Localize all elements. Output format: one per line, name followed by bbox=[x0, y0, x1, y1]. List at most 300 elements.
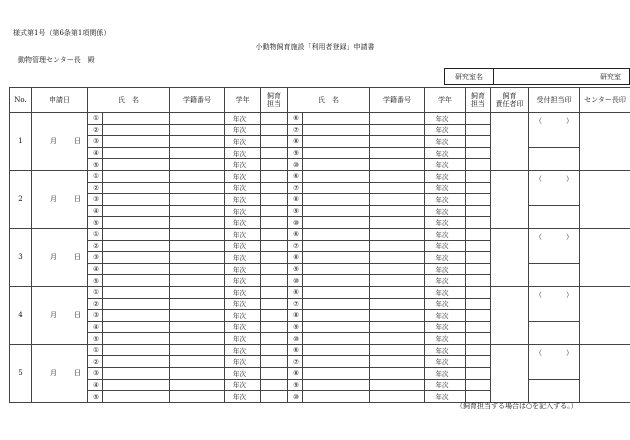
col-name-left: 氏 名 bbox=[88, 88, 170, 113]
member-index: ① bbox=[88, 344, 103, 356]
table-row bbox=[10, 286, 630, 298]
name-field[interactable] bbox=[303, 182, 370, 194]
care-mark-field[interactable] bbox=[261, 240, 288, 252]
name-field[interactable] bbox=[303, 124, 370, 136]
name-field[interactable] bbox=[303, 368, 370, 380]
name-field[interactable] bbox=[303, 333, 370, 345]
student-no-field[interactable] bbox=[170, 286, 225, 298]
application-date-field[interactable] bbox=[32, 113, 88, 171]
student-no-field[interactable] bbox=[370, 136, 425, 148]
student-no-field[interactable] bbox=[370, 252, 425, 264]
year-field[interactable]: 年次 bbox=[225, 310, 261, 322]
student-no-field[interactable] bbox=[370, 344, 425, 356]
member-index: ④ bbox=[88, 321, 103, 333]
student-no-field[interactable] bbox=[370, 217, 425, 229]
year-field[interactable]: 年次 bbox=[425, 298, 466, 310]
name-field[interactable] bbox=[103, 170, 170, 182]
col-student-no-left: 学籍番号 bbox=[170, 88, 225, 113]
student-no-field[interactable] bbox=[170, 310, 225, 322]
care-mark-field[interactable] bbox=[466, 205, 491, 217]
table-row bbox=[10, 205, 630, 217]
col-year-right: 学年 bbox=[425, 88, 466, 113]
name-field[interactable] bbox=[303, 147, 370, 159]
name-field[interactable] bbox=[103, 391, 170, 403]
student-no-field[interactable] bbox=[370, 286, 425, 298]
student-no-field[interactable] bbox=[170, 379, 225, 391]
member-index: ④ bbox=[88, 263, 103, 275]
care-mark-field[interactable] bbox=[466, 228, 491, 240]
year-field[interactable]: 年次 bbox=[425, 263, 466, 275]
col-year-left: 学年 bbox=[225, 88, 261, 113]
year-field[interactable]: 年次 bbox=[425, 240, 466, 252]
member-index: ⑤ bbox=[88, 333, 103, 345]
group-no: 2 bbox=[10, 170, 32, 228]
application-date-field[interactable] bbox=[32, 228, 88, 286]
director-seal-field[interactable] bbox=[580, 228, 630, 286]
year-field[interactable]: 年次 bbox=[225, 263, 261, 275]
name-field[interactable] bbox=[103, 275, 170, 287]
member-index: ⑩ bbox=[288, 333, 303, 345]
name-field[interactable] bbox=[303, 159, 370, 171]
student-no-field[interactable] bbox=[170, 194, 225, 206]
name-field[interactable] bbox=[303, 240, 370, 252]
year-field[interactable]: 年次 bbox=[425, 275, 466, 287]
name-field[interactable] bbox=[303, 252, 370, 264]
year-field[interactable]: 年次 bbox=[225, 298, 261, 310]
paren-open: （ bbox=[535, 174, 542, 183]
year-field[interactable]: 年次 bbox=[225, 252, 261, 264]
student-no-field[interactable] bbox=[370, 124, 425, 136]
name-field[interactable] bbox=[103, 136, 170, 148]
name-field[interactable] bbox=[303, 170, 370, 182]
name-field[interactable] bbox=[103, 321, 170, 333]
student-no-field[interactable] bbox=[170, 263, 225, 275]
name-field[interactable] bbox=[303, 113, 370, 125]
member-index: ④ bbox=[88, 379, 103, 391]
care-mark-field[interactable] bbox=[261, 286, 288, 298]
care-mark-field[interactable] bbox=[261, 298, 288, 310]
member-index: ⑨ bbox=[288, 205, 303, 217]
table-row bbox=[10, 321, 630, 333]
table-row bbox=[10, 113, 630, 125]
care-mark-field[interactable] bbox=[466, 275, 491, 287]
care-mark-field[interactable] bbox=[466, 391, 491, 403]
student-no-field[interactable] bbox=[170, 136, 225, 148]
year-field[interactable]: 年次 bbox=[425, 136, 466, 148]
member-index: ⑨ bbox=[288, 147, 303, 159]
year-field[interactable]: 年次 bbox=[425, 333, 466, 345]
care-mark-field[interactable] bbox=[466, 182, 491, 194]
member-index: ⑧ bbox=[288, 252, 303, 264]
member-index: ④ bbox=[88, 147, 103, 159]
name-field[interactable] bbox=[103, 240, 170, 252]
student-no-field[interactable] bbox=[170, 344, 225, 356]
lab-name-box bbox=[444, 68, 630, 85]
care-mark-field[interactable] bbox=[466, 333, 491, 345]
care-mark-field[interactable] bbox=[466, 124, 491, 136]
group-no: 3 bbox=[10, 228, 32, 286]
member-index: ⑤ bbox=[88, 391, 103, 403]
care-mark-field[interactable] bbox=[466, 321, 491, 333]
care-mark-field[interactable] bbox=[261, 310, 288, 322]
year-field[interactable]: 年次 bbox=[425, 217, 466, 229]
care-mark-field[interactable] bbox=[261, 170, 288, 182]
year-field[interactable]: 年次 bbox=[425, 205, 466, 217]
year-field[interactable]: 年次 bbox=[225, 159, 261, 171]
name-field[interactable] bbox=[303, 217, 370, 229]
care-mark-field[interactable] bbox=[466, 344, 491, 356]
member-index: ⑥ bbox=[288, 286, 303, 298]
student-no-field[interactable] bbox=[170, 170, 225, 182]
year-field[interactable]: 年次 bbox=[425, 124, 466, 136]
name-field[interactable] bbox=[103, 124, 170, 136]
year-field[interactable]: 年次 bbox=[225, 275, 261, 287]
name-field[interactable] bbox=[103, 298, 170, 310]
member-index: ⑤ bbox=[88, 159, 103, 171]
year-field[interactable]: 年次 bbox=[225, 240, 261, 252]
name-field[interactable] bbox=[303, 321, 370, 333]
year-field[interactable]: 年次 bbox=[425, 310, 466, 322]
year-field[interactable]: 年次 bbox=[425, 228, 466, 240]
paren-open: （ bbox=[535, 290, 542, 299]
name-field[interactable] bbox=[103, 205, 170, 217]
name-field[interactable] bbox=[103, 113, 170, 125]
year-field[interactable]: 年次 bbox=[225, 228, 261, 240]
year-field[interactable]: 年次 bbox=[225, 217, 261, 229]
care-mark-field[interactable] bbox=[261, 217, 288, 229]
paren-close: ） bbox=[566, 290, 573, 299]
student-no-field[interactable] bbox=[370, 240, 425, 252]
student-no-field[interactable] bbox=[170, 298, 225, 310]
name-field[interactable] bbox=[303, 286, 370, 298]
name-field[interactable] bbox=[103, 286, 170, 298]
director-seal-field[interactable] bbox=[580, 170, 630, 228]
care-mark-field[interactable] bbox=[261, 275, 288, 287]
care-mark-field[interactable] bbox=[466, 368, 491, 380]
year-field[interactable]: 年次 bbox=[225, 356, 261, 368]
year-field[interactable]: 年次 bbox=[225, 136, 261, 148]
student-no-field[interactable] bbox=[370, 228, 425, 240]
student-no-field[interactable] bbox=[170, 356, 225, 368]
student-no-field[interactable] bbox=[170, 113, 225, 125]
group-no: 4 bbox=[10, 286, 32, 344]
name-field[interactable] bbox=[103, 310, 170, 322]
name-field[interactable] bbox=[303, 344, 370, 356]
care-mark-field[interactable] bbox=[261, 159, 288, 171]
year-field[interactable]: 年次 bbox=[425, 379, 466, 391]
day-label: 日 bbox=[74, 311, 81, 320]
care-mark-field[interactable] bbox=[261, 252, 288, 264]
care-mark-field[interactable] bbox=[261, 321, 288, 333]
year-field[interactable]: 年次 bbox=[225, 113, 261, 125]
responsible-seal-field[interactable] bbox=[491, 113, 529, 171]
student-no-field[interactable] bbox=[170, 368, 225, 380]
care-mark-field[interactable] bbox=[261, 368, 288, 380]
member-index: ① bbox=[88, 228, 103, 240]
care-mark-field[interactable] bbox=[261, 124, 288, 136]
care-mark-field[interactable] bbox=[261, 113, 288, 125]
student-no-field[interactable] bbox=[370, 205, 425, 217]
name-field[interactable] bbox=[103, 147, 170, 159]
year-field[interactable]: 年次 bbox=[425, 252, 466, 264]
year-field[interactable]: 年次 bbox=[425, 368, 466, 380]
care-mark-field[interactable] bbox=[466, 240, 491, 252]
student-no-field[interactable] bbox=[370, 159, 425, 171]
paren-close: ） bbox=[566, 232, 573, 241]
year-field[interactable]: 年次 bbox=[425, 113, 466, 125]
year-field[interactable]: 年次 bbox=[225, 124, 261, 136]
table-row bbox=[10, 147, 630, 159]
care-mark-field[interactable] bbox=[261, 356, 288, 368]
name-field[interactable] bbox=[103, 252, 170, 264]
member-index: ⑥ bbox=[288, 113, 303, 125]
name-field[interactable] bbox=[303, 298, 370, 310]
student-no-field[interactable] bbox=[170, 252, 225, 264]
member-index: ⑩ bbox=[288, 217, 303, 229]
year-field[interactable]: 年次 bbox=[225, 170, 261, 182]
receiver-seal-field[interactable] bbox=[529, 228, 580, 263]
member-index: ⑨ bbox=[288, 263, 303, 275]
year-field[interactable]: 年次 bbox=[225, 321, 261, 333]
member-index: ⑦ bbox=[288, 356, 303, 368]
member-index: ② bbox=[88, 182, 103, 194]
student-no-field[interactable] bbox=[370, 147, 425, 159]
responsible-seal-field[interactable] bbox=[491, 170, 529, 228]
year-field[interactable]: 年次 bbox=[425, 170, 466, 182]
student-no-field[interactable] bbox=[170, 147, 225, 159]
student-no-field[interactable] bbox=[370, 298, 425, 310]
student-no-field[interactable] bbox=[370, 310, 425, 322]
member-index: ⑩ bbox=[288, 275, 303, 287]
student-no-field[interactable] bbox=[370, 368, 425, 380]
member-index: ③ bbox=[88, 194, 103, 206]
care-mark-field[interactable] bbox=[261, 379, 288, 391]
care-mark-field[interactable] bbox=[261, 344, 288, 356]
care-mark-field[interactable] bbox=[261, 182, 288, 194]
name-field[interactable] bbox=[303, 310, 370, 322]
paren-close: ） bbox=[566, 174, 573, 183]
student-no-field[interactable] bbox=[170, 182, 225, 194]
student-no-field[interactable] bbox=[370, 275, 425, 287]
month-label: 月 bbox=[50, 195, 57, 204]
student-no-field[interactable] bbox=[370, 379, 425, 391]
care-mark-field[interactable] bbox=[466, 310, 491, 322]
care-mark-field[interactable] bbox=[466, 217, 491, 229]
member-index: ⑧ bbox=[288, 194, 303, 206]
month-label: 月 bbox=[50, 369, 57, 378]
student-no-field[interactable] bbox=[170, 333, 225, 345]
member-index: ⑧ bbox=[288, 368, 303, 380]
care-mark-field[interactable] bbox=[466, 170, 491, 182]
responsible-seal-field[interactable] bbox=[491, 286, 529, 344]
year-field[interactable]: 年次 bbox=[225, 368, 261, 380]
care-mark-field[interactable] bbox=[466, 356, 491, 368]
student-no-field[interactable] bbox=[170, 321, 225, 333]
responsible-seal-field[interactable] bbox=[491, 228, 529, 286]
year-field[interactable]: 年次 bbox=[425, 344, 466, 356]
student-no-field[interactable] bbox=[370, 333, 425, 345]
year-field[interactable]: 年次 bbox=[225, 286, 261, 298]
member-index: ② bbox=[88, 298, 103, 310]
year-field[interactable]: 年次 bbox=[225, 147, 261, 159]
receiver-seal-field[interactable] bbox=[529, 344, 580, 379]
care-mark-field[interactable] bbox=[466, 286, 491, 298]
name-field[interactable] bbox=[303, 205, 370, 217]
director-seal-field[interactable] bbox=[580, 344, 630, 402]
year-field[interactable]: 年次 bbox=[225, 391, 261, 403]
name-field[interactable] bbox=[103, 263, 170, 275]
application-date-field[interactable] bbox=[32, 344, 88, 402]
care-mark-field[interactable] bbox=[261, 205, 288, 217]
name-field[interactable] bbox=[303, 136, 370, 148]
director-seal-field[interactable] bbox=[580, 113, 630, 171]
col-name-right: 氏 名 bbox=[288, 88, 370, 113]
name-field[interactable] bbox=[103, 344, 170, 356]
name-field[interactable] bbox=[103, 182, 170, 194]
student-no-field[interactable] bbox=[370, 263, 425, 275]
member-index: ⑦ bbox=[288, 182, 303, 194]
name-field[interactable] bbox=[303, 275, 370, 287]
member-index: ① bbox=[88, 170, 103, 182]
col-care-right-l1: 飼育 bbox=[471, 92, 485, 100]
month-label: 月 bbox=[50, 137, 57, 146]
name-field[interactable] bbox=[103, 217, 170, 229]
year-field[interactable]: 年次 bbox=[225, 194, 261, 206]
member-index: ① bbox=[88, 113, 103, 125]
name-field[interactable] bbox=[103, 159, 170, 171]
student-no-field[interactable] bbox=[370, 182, 425, 194]
year-field[interactable]: 年次 bbox=[225, 205, 261, 217]
care-mark-field[interactable] bbox=[466, 136, 491, 148]
year-field[interactable]: 年次 bbox=[425, 159, 466, 171]
care-mark-field[interactable] bbox=[261, 228, 288, 240]
receiver-seal-lower[interactable] bbox=[529, 263, 580, 286]
name-field[interactable] bbox=[103, 379, 170, 391]
student-no-field[interactable] bbox=[170, 391, 225, 403]
year-field[interactable]: 年次 bbox=[425, 194, 466, 206]
student-no-field[interactable] bbox=[170, 205, 225, 217]
lab-name-field[interactable]: 研究室 bbox=[600, 72, 621, 81]
director-seal-field[interactable] bbox=[580, 286, 630, 344]
care-mark-field[interactable] bbox=[261, 136, 288, 148]
care-mark-field[interactable] bbox=[261, 194, 288, 206]
member-index: ⑥ bbox=[288, 344, 303, 356]
year-field[interactable]: 年次 bbox=[225, 333, 261, 345]
student-no-field[interactable] bbox=[370, 321, 425, 333]
care-mark-field[interactable] bbox=[466, 194, 491, 206]
care-mark-field[interactable] bbox=[466, 379, 491, 391]
name-field[interactable] bbox=[103, 356, 170, 368]
header-row bbox=[10, 88, 630, 113]
name-field[interactable] bbox=[303, 356, 370, 368]
year-field[interactable]: 年次 bbox=[425, 147, 466, 159]
receiver-seal-lower[interactable] bbox=[529, 321, 580, 344]
member-index: ⑧ bbox=[288, 310, 303, 322]
student-no-field[interactable] bbox=[370, 391, 425, 403]
student-no-field[interactable] bbox=[370, 194, 425, 206]
care-mark-field[interactable] bbox=[261, 333, 288, 345]
table-row bbox=[10, 344, 630, 356]
name-field[interactable] bbox=[303, 228, 370, 240]
name-field[interactable] bbox=[103, 228, 170, 240]
student-no-field[interactable] bbox=[370, 113, 425, 125]
member-index: ⑩ bbox=[288, 159, 303, 171]
care-mark-field[interactable] bbox=[261, 391, 288, 403]
receiver-seal-field[interactable] bbox=[529, 286, 580, 321]
receiver-seal-lower[interactable] bbox=[529, 379, 580, 402]
year-field[interactable]: 年次 bbox=[425, 321, 466, 333]
year-field[interactable]: 年次 bbox=[425, 356, 466, 368]
member-index: ⑤ bbox=[88, 217, 103, 229]
day-label: 日 bbox=[74, 195, 81, 204]
receiver-seal-field[interactable] bbox=[529, 113, 580, 148]
student-no-field[interactable] bbox=[370, 356, 425, 368]
responsible-seal-field[interactable] bbox=[491, 344, 529, 402]
name-field[interactable] bbox=[303, 391, 370, 403]
member-index: ③ bbox=[88, 136, 103, 148]
name-field[interactable] bbox=[303, 194, 370, 206]
care-mark-field[interactable] bbox=[466, 263, 491, 275]
year-field[interactable]: 年次 bbox=[425, 182, 466, 194]
care-mark-field[interactable] bbox=[466, 298, 491, 310]
col-student-no-right: 学籍番号 bbox=[370, 88, 425, 113]
student-no-field[interactable] bbox=[370, 170, 425, 182]
care-mark-field[interactable] bbox=[466, 113, 491, 125]
student-no-field[interactable] bbox=[170, 124, 225, 136]
application-date-field[interactable] bbox=[32, 170, 88, 228]
col-care-left-l1: 飼育 bbox=[267, 92, 281, 100]
paren-open: （ bbox=[535, 348, 542, 357]
application-date-field[interactable] bbox=[32, 286, 88, 344]
name-field[interactable] bbox=[103, 333, 170, 345]
col-care-right-l2: 担当 bbox=[471, 100, 485, 108]
member-index: ⑨ bbox=[288, 321, 303, 333]
student-no-field[interactable] bbox=[170, 228, 225, 240]
care-mark-field[interactable] bbox=[261, 147, 288, 159]
member-index: ⑦ bbox=[288, 298, 303, 310]
member-index: ⑥ bbox=[288, 228, 303, 240]
year-field[interactable]: 年次 bbox=[225, 379, 261, 391]
name-field[interactable] bbox=[103, 368, 170, 380]
care-mark-field[interactable] bbox=[466, 159, 491, 171]
care-mark-field[interactable] bbox=[261, 263, 288, 275]
year-field[interactable]: 年次 bbox=[425, 286, 466, 298]
name-field[interactable] bbox=[303, 263, 370, 275]
receiver-seal-lower[interactable] bbox=[529, 205, 580, 228]
lab-name-label: 研究室名 bbox=[445, 69, 494, 84]
receiver-seal-lower[interactable] bbox=[529, 147, 580, 170]
receiver-seal-field[interactable] bbox=[529, 170, 580, 205]
member-index: ② bbox=[88, 124, 103, 136]
year-field[interactable]: 年次 bbox=[225, 344, 261, 356]
student-no-field[interactable] bbox=[170, 275, 225, 287]
footnote: （飼育担当する場合は○を記入する。） bbox=[456, 402, 578, 410]
care-mark-field[interactable] bbox=[466, 252, 491, 264]
member-index: ⑩ bbox=[288, 391, 303, 403]
student-no-field[interactable] bbox=[170, 240, 225, 252]
addressee: 動物管理センター長 殿 bbox=[18, 56, 95, 64]
table-row bbox=[10, 263, 630, 275]
name-field[interactable] bbox=[303, 379, 370, 391]
care-mark-field[interactable] bbox=[466, 147, 491, 159]
student-no-field[interactable] bbox=[170, 159, 225, 171]
year-field[interactable]: 年次 bbox=[225, 182, 261, 194]
member-index: ② bbox=[88, 240, 103, 252]
student-no-field[interactable] bbox=[170, 217, 225, 229]
name-field[interactable] bbox=[103, 194, 170, 206]
year-field[interactable]: 年次 bbox=[425, 391, 466, 403]
table-row bbox=[10, 228, 630, 240]
